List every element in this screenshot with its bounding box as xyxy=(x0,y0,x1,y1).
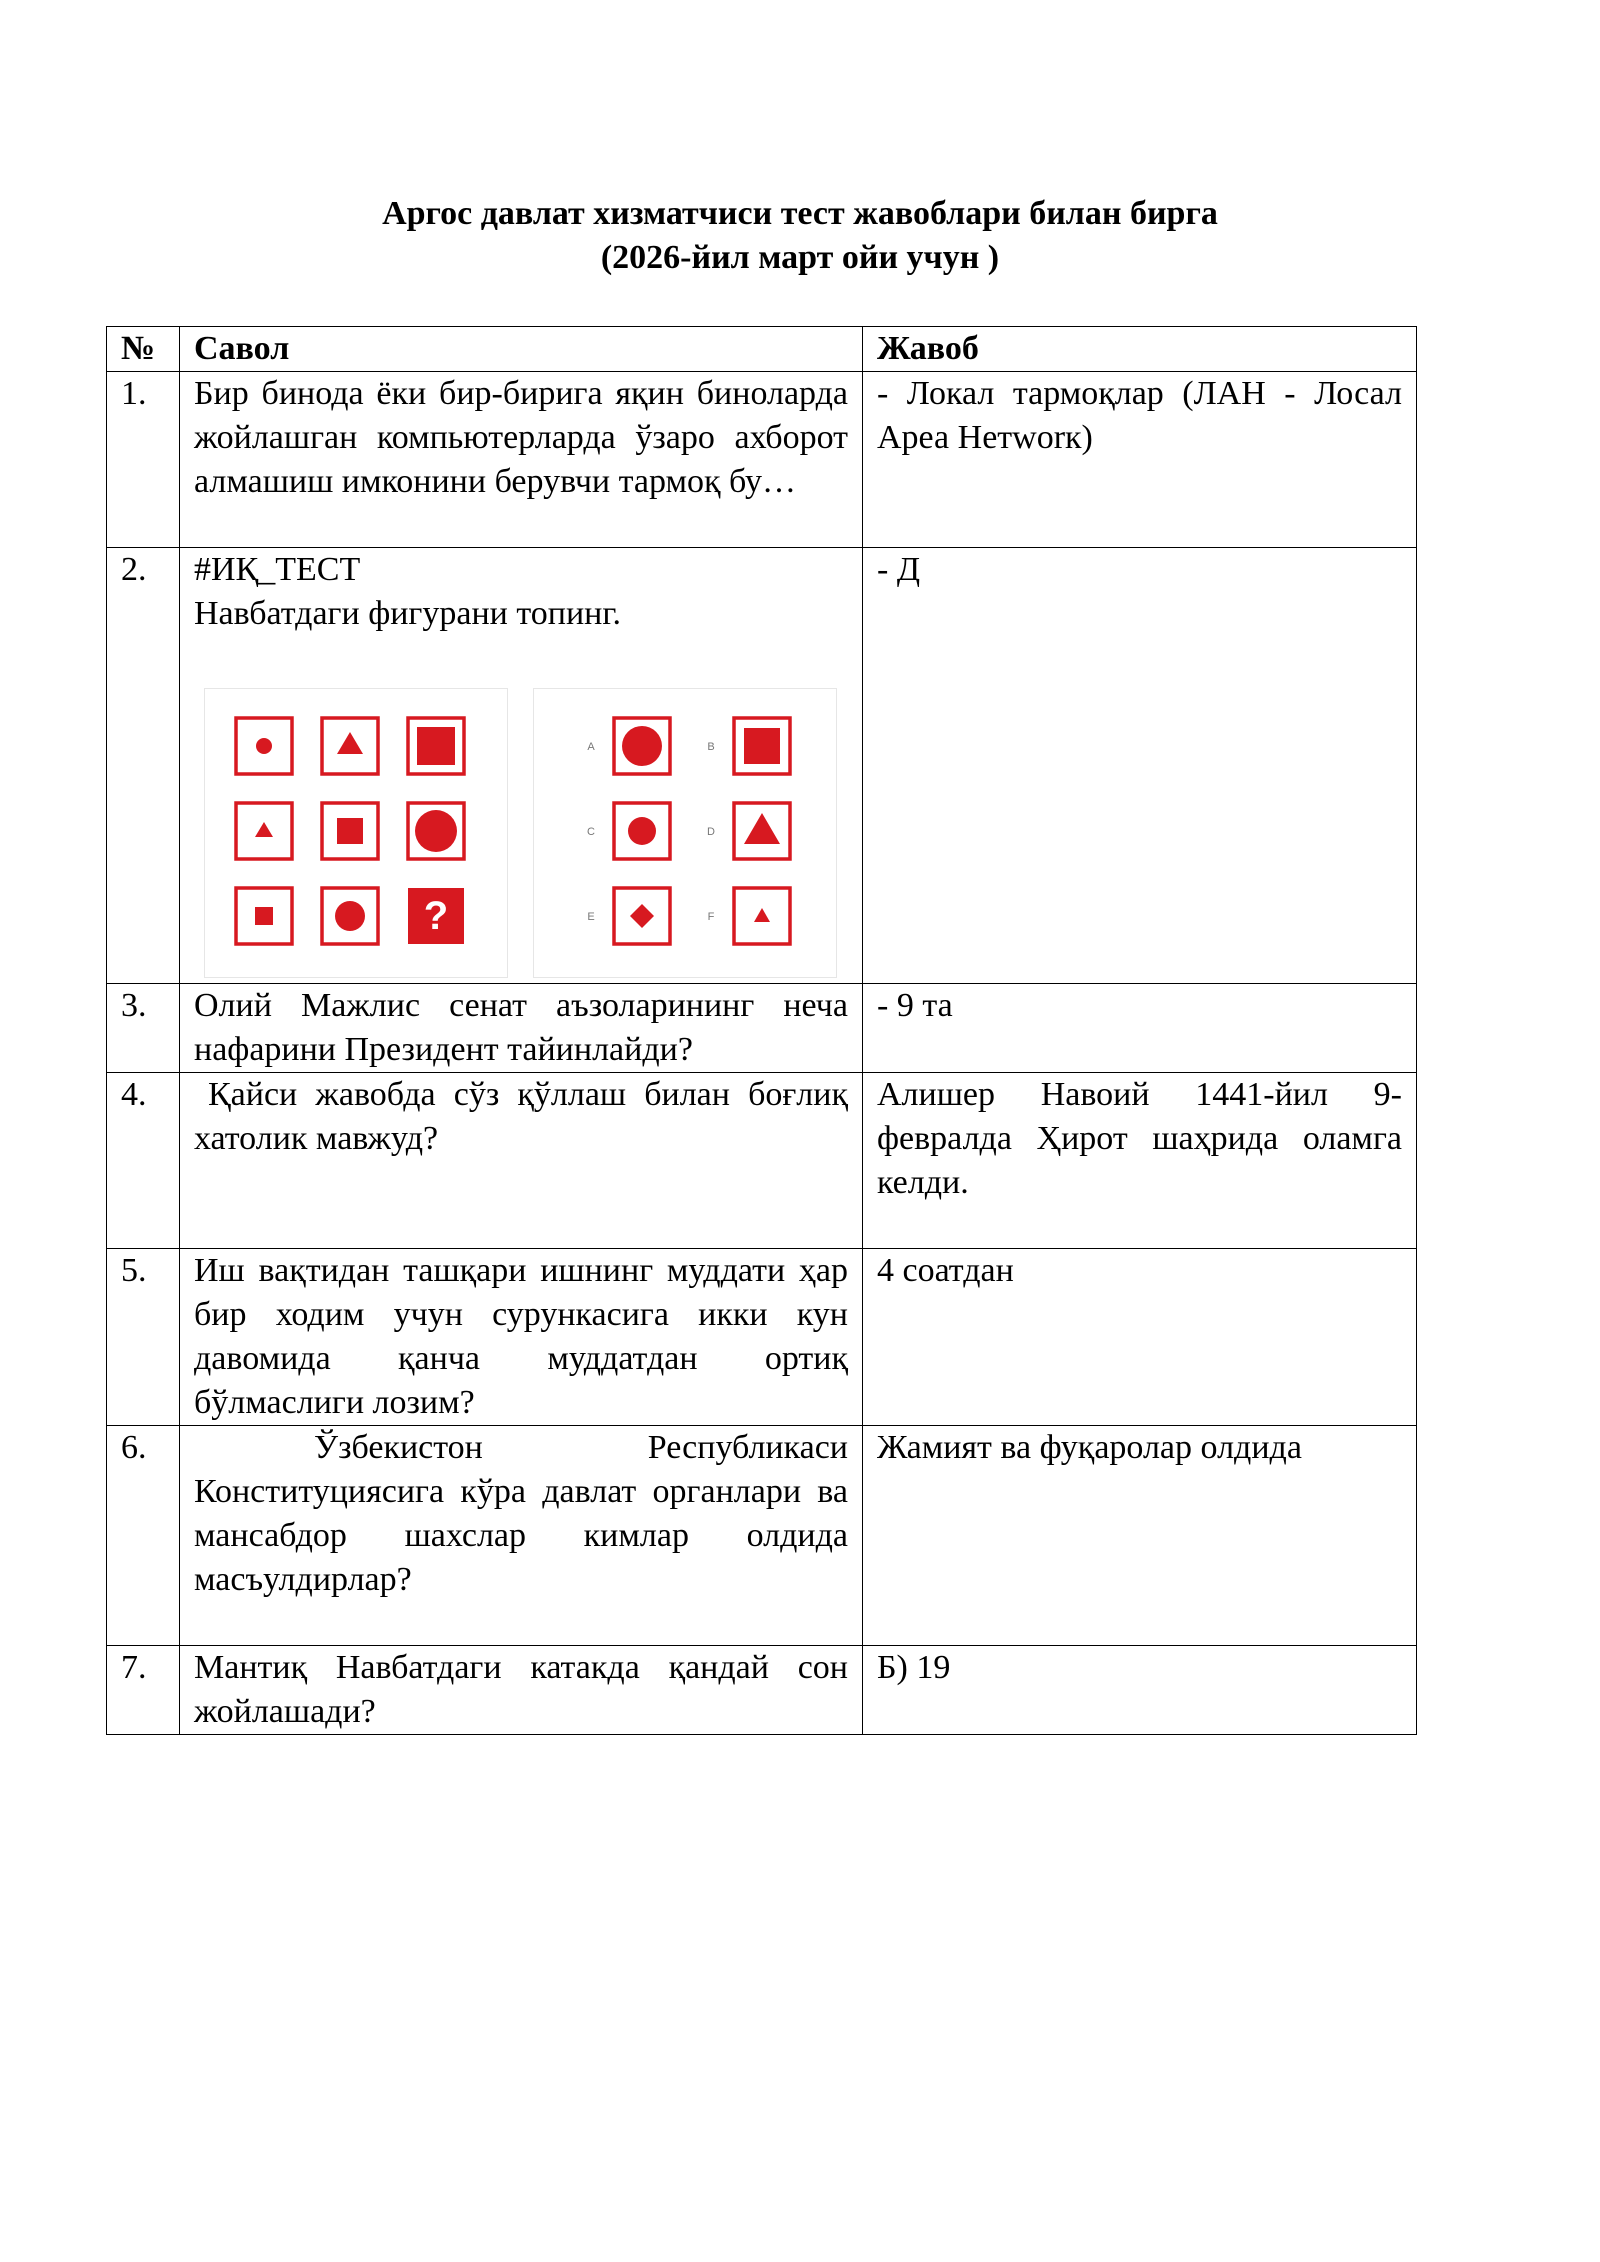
row-number: 4. xyxy=(107,1073,180,1249)
question-cell: Иш вақтидан ташқари ишнинг муддати ҳар бир ходим учун сурункасига икки кун давомида қанча муддатдан ортиқ бўлмаслиги лозим? xyxy=(180,1249,863,1426)
row-number: 3. xyxy=(107,984,180,1073)
table-row xyxy=(107,1073,1417,1249)
large-square-shape xyxy=(417,727,455,765)
option-label-b: B xyxy=(707,741,715,753)
answer-cell: Б) 19 xyxy=(863,1646,1417,1735)
title-line-1: Аргос давлат хизматчиси тест жавоблари билан бирга xyxy=(382,195,1218,232)
question-cell xyxy=(180,548,863,984)
page-title xyxy=(0,192,1600,280)
answer-cell: Алишер Навоий 1441-йил 9-февралда Ҳирот шаҳрида оламга келди. xyxy=(863,1073,1417,1249)
header-question: Савол xyxy=(180,327,863,372)
table-row xyxy=(107,1426,1417,1646)
header-num: № xyxy=(107,327,180,372)
answer-cell: Жамият ва фуқаролар олдида xyxy=(863,1426,1417,1646)
option-label-e: E xyxy=(587,911,595,923)
row-number: 1. xyxy=(107,372,180,548)
question-cell: Ўзбекистон Республикаси Конституциясига кўра давлат органлари ва мансабдор шахслар кимлар олдида масъулдирлар? xyxy=(180,1426,863,1646)
option-label-f: F xyxy=(707,911,715,923)
row-number: 2. xyxy=(107,548,180,984)
row-number: 6. xyxy=(107,1426,180,1646)
option-label-d: D xyxy=(707,826,715,838)
table-row xyxy=(107,1249,1417,1426)
option-label-a: A xyxy=(587,741,595,753)
question-mark-glyph: ? xyxy=(423,894,449,938)
table-row xyxy=(107,1646,1417,1735)
answer-cell: - Локал тармоқлар (ЛАН - Лосал Ареа Нетworк) xyxy=(863,372,1417,548)
option-a-shape xyxy=(622,726,662,766)
question-cell: Мантиқ Навбатдаги катакда қандай сон жойлашади? xyxy=(180,1646,863,1735)
question-tag: #ИҚ_ТЕСТ xyxy=(194,551,361,588)
row-number: 5. xyxy=(107,1249,180,1426)
question-cell: Олий Мажлис сенат аъзоларининг неча нафарини Президент тайинлайди? xyxy=(180,984,863,1073)
table-row xyxy=(107,548,1417,984)
small-circle-shape xyxy=(256,738,272,754)
option-c-shape xyxy=(628,817,656,845)
answer-cell: 4 соатдан xyxy=(863,1249,1417,1426)
table-row xyxy=(107,372,1417,548)
title-line-2: (2026-йил март ойи учун ) xyxy=(600,239,1000,276)
medium-circle-shape xyxy=(335,901,365,931)
answer-cell: - 9 та xyxy=(863,984,1417,1073)
row-number: 7. xyxy=(107,1646,180,1735)
answer-cell: - Д xyxy=(863,548,1417,984)
table-header-row xyxy=(107,327,1417,372)
iq-puzzle-figure xyxy=(204,688,844,980)
question-text: Навбатдаги фигурани топинг. xyxy=(194,595,621,632)
question-cell: Бир бинода ёки бир-бирига яқин биноларда жойлашган компьютерларда ўзаро ахборот алмашиш имконини берувчи тармоқ бу… xyxy=(180,372,863,548)
option-b-shape xyxy=(744,728,780,764)
large-circle-shape xyxy=(415,810,457,852)
option-label-c: C xyxy=(587,826,595,838)
header-answer: Жавоб xyxy=(863,327,1417,372)
qa-table xyxy=(106,326,1417,1735)
small-square-shape xyxy=(255,907,273,925)
medium-square-shape xyxy=(337,818,363,844)
table-row xyxy=(107,984,1417,1073)
question-cell: Қайси жавобда сўз қўллаш билан боғлиқ хатолик мавжуд? xyxy=(180,1073,863,1249)
